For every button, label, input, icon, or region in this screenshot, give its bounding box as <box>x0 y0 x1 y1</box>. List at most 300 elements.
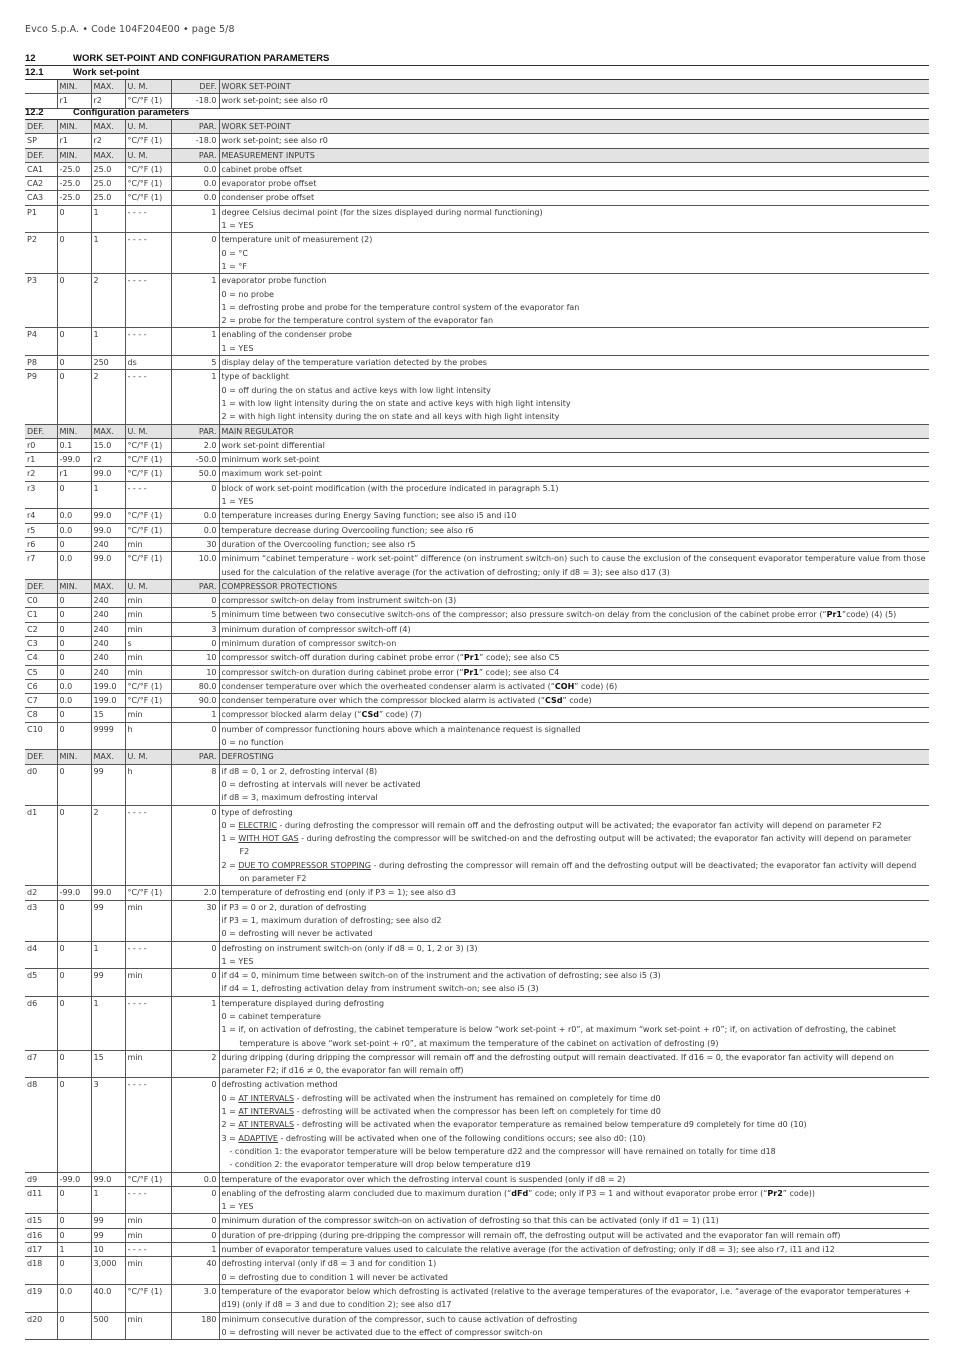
max-cell: 240 <box>91 636 125 650</box>
description-line: - condition 1: the evaporator temperature will be below temperature d22 and the compressor will have remained on totally for time d18 <box>229 1146 776 1156</box>
default-cell: 10.0 <box>171 552 219 580</box>
description-line: display delay of the temperature variation detected by the probes <box>221 358 487 368</box>
param-code-cell: d18 <box>27 1259 43 1269</box>
table-row <box>25 537 929 551</box>
min-cell: -99.0 <box>57 453 91 467</box>
default-cell: -50.0 <box>171 453 219 467</box>
table-row <box>25 651 929 665</box>
max-cell: 1 <box>91 1186 125 1214</box>
unit-cell: min <box>125 608 171 622</box>
description-cell <box>219 622 929 636</box>
min-cell: 0 <box>57 1078 91 1172</box>
min-cell: 0 <box>57 481 91 509</box>
unit-cell: °C/°F (1) <box>125 509 171 523</box>
table-group-header-row <box>25 579 929 593</box>
subsection-heading-configuration <box>25 107 189 118</box>
default-cell: 2.0 <box>171 886 219 900</box>
description-cell <box>219 438 929 452</box>
description-line: temperature of the evaporator below which defrosting is activated (relative to the average temperatures of the evaporator, i.e. “average of the evaporator temperatures + d19) (only if d8 = 3 and due to condition 2); see also d17 <box>221 1286 911 1310</box>
unit-cell: - - - - <box>125 1078 171 1172</box>
table-row <box>25 328 929 356</box>
min-cell: 0 <box>57 969 91 997</box>
unit-cell: min <box>125 1214 171 1228</box>
max-cell: 99.0 <box>91 523 125 537</box>
unit-cell: min <box>125 594 171 608</box>
default-cell: 0 <box>171 1078 219 1172</box>
header-cell-par: PAR. <box>171 424 219 438</box>
param-code-cell: r3 <box>27 483 36 493</box>
max-cell: r2 <box>91 94 125 108</box>
table-row <box>25 694 929 708</box>
max-cell: 9999 <box>91 722 125 750</box>
description-cell <box>219 900 929 941</box>
table-group-header-row <box>25 148 929 162</box>
unit-cell: °C/°F (1) <box>125 886 171 900</box>
default-cell: 5 <box>171 608 219 622</box>
min-cell: r1 <box>57 467 91 481</box>
param-code-cell: P1 <box>27 207 37 217</box>
description-line: 0 = off during the on status and active keys with low light intensity <box>221 385 491 395</box>
min-cell: 0 <box>57 996 91 1050</box>
min-cell: 0 <box>57 233 91 274</box>
subsection-title: Work set-point <box>73 67 140 78</box>
description-line: 3 = ADAPTIVE - defrosting will be activated when one of the following conditions occurs; see also d0: (10) <box>221 1133 646 1143</box>
unit-cell: °C/°F (1) <box>125 552 171 580</box>
description-cell <box>219 134 929 148</box>
unit-cell: °C/°F (1) <box>125 467 171 481</box>
unit-cell: min <box>125 665 171 679</box>
description-line: maximum work set-point <box>221 469 322 479</box>
description-line: 0 = ELECTRIC - during defrosting the compressor will remain off and the defrosting output will be activated; the evaporator fan activity will depend on parameter F2 <box>221 820 882 830</box>
table-header-row <box>25 80 929 94</box>
default-cell: 8 <box>171 764 219 805</box>
min-cell: 0 <box>57 274 91 328</box>
unit-cell: °C/°F (1) <box>125 134 171 148</box>
default-cell: 2 <box>171 1050 219 1078</box>
description-cell <box>219 233 929 274</box>
default-cell: 0.0 <box>171 191 219 205</box>
description-line: temperature unit of measurement (2) <box>221 235 373 245</box>
min-cell: 0.0 <box>57 679 91 693</box>
description-cell <box>219 1214 929 1228</box>
table-group-header-row <box>25 424 929 438</box>
description-cell <box>219 764 929 805</box>
description-cell <box>219 1284 929 1312</box>
table-row <box>25 523 929 537</box>
description-line: if d8 = 0, 1 or 2, defrosting interval (8) <box>221 766 378 776</box>
table-group-header-row <box>25 750 929 764</box>
max-cell: 1 <box>91 328 125 356</box>
max-cell: 10 <box>91 1243 125 1257</box>
unit-cell: s <box>125 636 171 650</box>
description-cell <box>219 679 929 693</box>
default-cell: 10 <box>171 665 219 679</box>
unit-cell: min <box>125 622 171 636</box>
unit-cell: - - - - <box>125 328 171 356</box>
max-cell: 240 <box>91 651 125 665</box>
min-cell: 0 <box>57 805 91 886</box>
default-cell: 0.0 <box>171 509 219 523</box>
header-cell-group <box>219 750 929 764</box>
param-code-cell: P4 <box>27 330 37 340</box>
description-line: 2 = AT INTERVALS - defrosting will be activated when the evaporator temperature as remained below temperature d9 completely for time d0 (10) <box>221 1120 807 1130</box>
min-cell: -25.0 <box>57 162 91 176</box>
description-cell <box>219 594 929 608</box>
unit-cell: °C/°F (1) <box>125 162 171 176</box>
table-row <box>25 481 929 509</box>
description-line: 0 = defrosting at intervals will never be activated <box>221 779 421 789</box>
default-cell: 0 <box>171 233 219 274</box>
header-cell-def: DEF. <box>25 424 57 438</box>
max-cell: 1 <box>91 996 125 1050</box>
description-cell <box>219 708 929 722</box>
description-line: 0 = defrosting will never be activated <box>221 929 373 939</box>
unit-cell: °C/°F (1) <box>125 679 171 693</box>
max-cell: 199.0 <box>91 679 125 693</box>
table-row <box>25 886 929 900</box>
param-code-cell: P2 <box>27 235 37 245</box>
default-cell: 0.0 <box>171 177 219 191</box>
description-line: if d4 = 1, defrosting activation delay from instrument switch-on; see also i5 (3) <box>221 984 539 994</box>
description-line: 2 = DUE TO COMPRESSOR STOPPING - during defrosting the compressor will remain off and the defrosting output will be deactivated; the evaporator fan activity will depend <box>221 860 917 870</box>
description-cell <box>219 328 929 356</box>
description-line: enabling of the condenser probe <box>221 330 352 340</box>
param-code-cell: CA3 <box>27 193 44 203</box>
subsection-title: Configuration parameters <box>73 107 190 118</box>
description-line: 1 = with low light intensity during the on state and active keys with high light intensity <box>221 398 571 408</box>
table-row <box>25 1172 929 1186</box>
min-cell: 0 <box>57 622 91 636</box>
default-cell: 0 <box>171 594 219 608</box>
table-row <box>25 594 929 608</box>
table-row <box>25 191 929 205</box>
description-line: temperature increases during Energy Saving function; see also i5 and i10 <box>221 511 517 521</box>
description-cell <box>219 665 929 679</box>
default-cell: 10 <box>171 651 219 665</box>
description-cell <box>219 523 929 537</box>
header-cell-max: MAX. <box>91 120 125 134</box>
description-line: 0 = no probe <box>221 289 274 299</box>
description-line: 1 = YES <box>221 956 254 966</box>
default-cell: 40 <box>171 1257 219 1285</box>
description-line: condenser temperature over which the overheated condenser alarm is activated (“COH” code) (6) <box>221 681 618 691</box>
max-cell: 15 <box>91 708 125 722</box>
description-line: compressor switch-on duration during cabinet probe error (“Pr1” code); see also C4 <box>221 667 560 677</box>
header-cell-group <box>219 424 929 438</box>
section-heading <box>25 53 329 64</box>
param-code-cell: C3 <box>27 638 38 648</box>
header-cell-max: MAX. <box>91 750 125 764</box>
default-cell: 30 <box>171 900 219 941</box>
param-code-cell: C8 <box>27 710 38 720</box>
table-row <box>25 177 929 191</box>
param-code-cell: d9 <box>27 1174 38 1184</box>
description-line: WORK SET-POINT <box>221 122 291 131</box>
table-row <box>25 552 929 580</box>
header-cell-unit: U. M. <box>125 424 171 438</box>
table-row <box>25 608 929 622</box>
param-code-cell: d1 <box>27 807 38 817</box>
min-cell: 0.0 <box>57 509 91 523</box>
unit-cell: - - - - <box>125 274 171 328</box>
default-cell: 5 <box>171 356 219 370</box>
default-cell: 1 <box>171 205 219 233</box>
table-row <box>25 162 929 176</box>
unit-cell: min <box>125 900 171 941</box>
description-line: temperature of defrosting end (only if P3 = 1); see also d3 <box>221 888 457 898</box>
table-row <box>25 1284 929 1312</box>
param-code-cell: d4 <box>27 943 38 953</box>
header-cell-unit: U. M. <box>125 120 171 134</box>
description-line: 2 = with high light intensity during the on state and all keys with high light intensity <box>221 412 560 422</box>
header-cell-unit: U. M. <box>125 80 171 94</box>
unit-cell: ds <box>125 356 171 370</box>
table-row <box>25 1243 929 1257</box>
max-cell: 40.0 <box>91 1284 125 1312</box>
description-line: condenser temperature over which the compressor blocked alarm is activated (“CSd” code) <box>221 696 592 706</box>
unit-cell: min <box>125 1312 171 1340</box>
header-cell-group <box>219 579 929 593</box>
description-line: compressor switch-off duration during cabinet probe error (“Pr1” code); see also C5 <box>221 653 560 663</box>
unit-cell: h <box>125 722 171 750</box>
header-cell-def: DEF. <box>25 579 57 593</box>
unit-cell: - - - - <box>125 481 171 509</box>
default-cell: 0 <box>171 969 219 997</box>
header-cell-description: WORK SET-POINT <box>219 80 929 94</box>
default-cell: 1 <box>171 708 219 722</box>
max-cell: 99.0 <box>91 552 125 580</box>
param-code-cell: r0 <box>27 440 36 450</box>
description-cell <box>219 162 929 176</box>
max-cell: 1 <box>91 941 125 969</box>
unit-cell: h <box>125 764 171 805</box>
param-code-cell: CA1 <box>27 164 44 174</box>
description-line: F2 <box>239 847 250 857</box>
unit-cell: min <box>125 1050 171 1078</box>
param-code-cell: d16 <box>27 1230 43 1240</box>
description-line: 0 = defrosting due to condition 1 will never be activated <box>221 1272 448 1282</box>
max-cell: 1 <box>91 233 125 274</box>
table-row <box>25 438 929 452</box>
min-cell: 0 <box>57 900 91 941</box>
table-row <box>25 900 929 941</box>
header-cell-max: MAX. <box>91 80 125 94</box>
description-line: work set-point differential <box>221 440 325 450</box>
table-row <box>25 509 929 523</box>
unit-cell: °C/°F (1) <box>125 523 171 537</box>
param-code-cell: d11 <box>27 1188 43 1198</box>
unit-cell: - - - - <box>125 996 171 1050</box>
header-cell-max: MAX. <box>91 424 125 438</box>
description-line: minimum “cabinet temperature - work set-point” difference (on instrument switch-on) such to cause the exclusion of the consequent evaporator temperature value from those used for the calculation of the relative average (for the activation of defrosting; only if d8 = 3); see also d17 (3) <box>221 554 926 577</box>
max-cell: 240 <box>91 665 125 679</box>
description-cell <box>219 1172 929 1186</box>
unit-cell: °C/°F (1) <box>125 1172 171 1186</box>
description-cell <box>219 537 929 551</box>
max-cell: 99 <box>91 969 125 997</box>
param-code-cell: C5 <box>27 667 38 677</box>
description-cell <box>219 467 929 481</box>
table-row <box>25 622 929 636</box>
param-code-cell: d2 <box>27 888 38 898</box>
description-cell <box>219 1243 929 1257</box>
description-cell <box>219 453 929 467</box>
description-cell <box>219 608 929 622</box>
min-cell: 0 <box>57 1186 91 1214</box>
max-cell: 2 <box>91 805 125 886</box>
param-code-cell: P9 <box>27 372 37 382</box>
param-code-cell: d19 <box>27 1286 43 1296</box>
min-cell: 0 <box>57 356 91 370</box>
description-line: duration of pre-dripping (during pre-dripping the compressor will remain off, the defrosting output will be activated and the evaporator fan will remain off) <box>221 1230 841 1240</box>
max-cell: 250 <box>91 356 125 370</box>
max-cell: 240 <box>91 594 125 608</box>
min-cell: 0.0 <box>57 694 91 708</box>
table-row <box>25 1228 929 1242</box>
default-cell: 1 <box>171 996 219 1050</box>
description-line: 1 = YES <box>221 1202 254 1212</box>
table-row <box>25 1186 929 1214</box>
header-cell-default: DEF. <box>171 80 219 94</box>
page-header: Evco S.p.A. • Code 104F204E00 • page 5/8 <box>25 24 235 35</box>
max-cell: 99 <box>91 764 125 805</box>
table-row <box>25 1312 929 1340</box>
description-line: block of work set-point modification (with the procedure indicated in paragraph 5.1) <box>221 483 559 493</box>
header-cell-def: DEF. <box>25 120 57 134</box>
param-code-cell: P3 <box>27 276 37 286</box>
header-cell-min: MIN. <box>57 80 91 94</box>
description-cell <box>219 636 929 650</box>
subsection-heading-work-setpoint <box>25 67 139 78</box>
header-cell-unit: U. M. <box>125 750 171 764</box>
unit-cell: - - - - <box>125 941 171 969</box>
description-line: temperature is above “work set-point + r0”, at maximum the temperature of the cabinet on activation of defrosting (9) <box>239 1038 719 1048</box>
description-line: duration of the Overcooling function; see also r5 <box>221 539 416 549</box>
default-cell: 0 <box>171 481 219 509</box>
param-code-cell: d5 <box>27 971 38 981</box>
table-row <box>25 764 929 805</box>
description-cell <box>219 1228 929 1242</box>
min-cell: r1 <box>57 94 91 108</box>
description-line: degree Celsius decimal point (for the sizes displayed during normal functioning) <box>221 207 543 217</box>
default-cell: 0.0 <box>171 1172 219 1186</box>
description-line: minimum duration of compressor switch-on <box>221 638 397 648</box>
unit-cell: °C/°F (1) <box>125 694 171 708</box>
max-cell: 3 <box>91 1078 125 1172</box>
unit-cell: min <box>125 1257 171 1285</box>
description-line: 1 = YES <box>221 221 254 231</box>
header-cell-max: MAX. <box>91 579 125 593</box>
param-code-cell: C1 <box>27 610 38 620</box>
max-cell: 25.0 <box>91 177 125 191</box>
description-line: defrosting activation method <box>221 1080 338 1090</box>
min-cell: -25.0 <box>57 177 91 191</box>
param-code-cell: r1 <box>27 455 36 465</box>
unit-cell: min <box>125 537 171 551</box>
description-cell: work set-point; see also r0 <box>219 94 929 108</box>
description-line: if d4 = 0, minimum time between switch-on of the instrument and the activation of defrosting; see also i5 (3) <box>221 971 661 981</box>
description-line: enabling of the defrosting alarm concluded due to maximum duration (“dFd” code; only if P3 = 1 and without evaporator probe error (“Pr2” code)) <box>221 1188 816 1198</box>
description-line: compressor blocked alarm delay (“CSd” code) (7) <box>221 710 422 720</box>
table-row <box>25 1050 929 1078</box>
max-cell: 99.0 <box>91 467 125 481</box>
description-cell <box>219 177 929 191</box>
table-row <box>25 1214 929 1228</box>
description-cell <box>219 996 929 1050</box>
configuration-parameters-table <box>25 120 929 1340</box>
max-cell: 99.0 <box>91 1172 125 1186</box>
description-line: defrosting interval (only if d8 = 3 and for condition 1) <box>221 1259 437 1269</box>
param-code-cell: d17 <box>27 1245 43 1255</box>
description-line: type of defrosting <box>221 807 293 817</box>
header-cell-min: MIN. <box>57 120 91 134</box>
description-line: minimum duration of compressor switch-off (4) <box>221 624 411 634</box>
description-cell <box>219 805 929 886</box>
work-setpoint-table <box>25 80 929 109</box>
default-cell: -18.0 <box>171 134 219 148</box>
header-cell-par: PAR. <box>171 579 219 593</box>
default-cell: 0 <box>171 1228 219 1242</box>
description-line: 0 = no function <box>221 738 284 748</box>
default-cell: 1 <box>171 1243 219 1257</box>
default-cell: 80.0 <box>171 679 219 693</box>
description-line: cabinet probe offset <box>221 164 303 174</box>
max-cell: 240 <box>91 537 125 551</box>
default-cell: 0 <box>171 941 219 969</box>
param-code-cell: d3 <box>27 902 38 912</box>
description-line: if d8 = 3, maximum defrosting interval <box>221 793 378 803</box>
description-line: evaporator probe function <box>221 276 327 286</box>
min-cell: 0 <box>57 205 91 233</box>
default-cell: 0.0 <box>171 523 219 537</box>
default-cell: 1 <box>171 370 219 424</box>
description-line: type of backlight <box>221 372 289 382</box>
default-cell: 3.0 <box>171 1284 219 1312</box>
description-cell <box>219 370 929 424</box>
param-code-cell: C7 <box>27 696 38 706</box>
description-line: MEASUREMENT INPUTS <box>221 150 315 160</box>
description-cell <box>219 886 929 900</box>
description-line: 0 = defrosting will never be activated due to the effect of compressor switch-on <box>221 1327 543 1337</box>
max-cell: 25.0 <box>91 191 125 205</box>
description-line: defrosting on instrument switch-on (only if d8 = 0, 1, 2 or 3) (3) <box>221 943 478 953</box>
min-cell: 1 <box>57 1243 91 1257</box>
unit-cell: °C/°F (1) <box>125 453 171 467</box>
description-line: number of evaporator temperature values used to calculate the relative average (for the activation of defrosting; only if d8 = 3); see also r7, i11 and i12 <box>221 1245 835 1255</box>
max-cell: r2 <box>91 134 125 148</box>
unit-cell: - - - - <box>125 370 171 424</box>
description-line: temperature decrease during Overcooling function; see also r6 <box>221 525 474 535</box>
header-cell-min: MIN. <box>57 579 91 593</box>
max-cell: 240 <box>91 622 125 636</box>
description-line: 1 = YES <box>221 497 254 507</box>
min-cell: 0.0 <box>57 1284 91 1312</box>
header-cell-group <box>219 120 929 134</box>
default-cell: 1 <box>171 274 219 328</box>
unit-cell: °C/°F (1) <box>125 191 171 205</box>
param-code-cell: d8 <box>27 1080 38 1090</box>
table-row <box>25 94 929 108</box>
param-code-cell: d15 <box>27 1216 43 1226</box>
description-line: compressor switch-on delay from instrument switch-on (3) <box>221 596 457 606</box>
description-cell <box>219 191 929 205</box>
param-code-cell <box>25 94 57 108</box>
min-cell: -25.0 <box>57 191 91 205</box>
max-cell: 99.0 <box>91 886 125 900</box>
header-cell-unit: U. M. <box>125 148 171 162</box>
description-line: minimum work set-point <box>221 455 320 465</box>
max-cell: 99 <box>91 1228 125 1242</box>
